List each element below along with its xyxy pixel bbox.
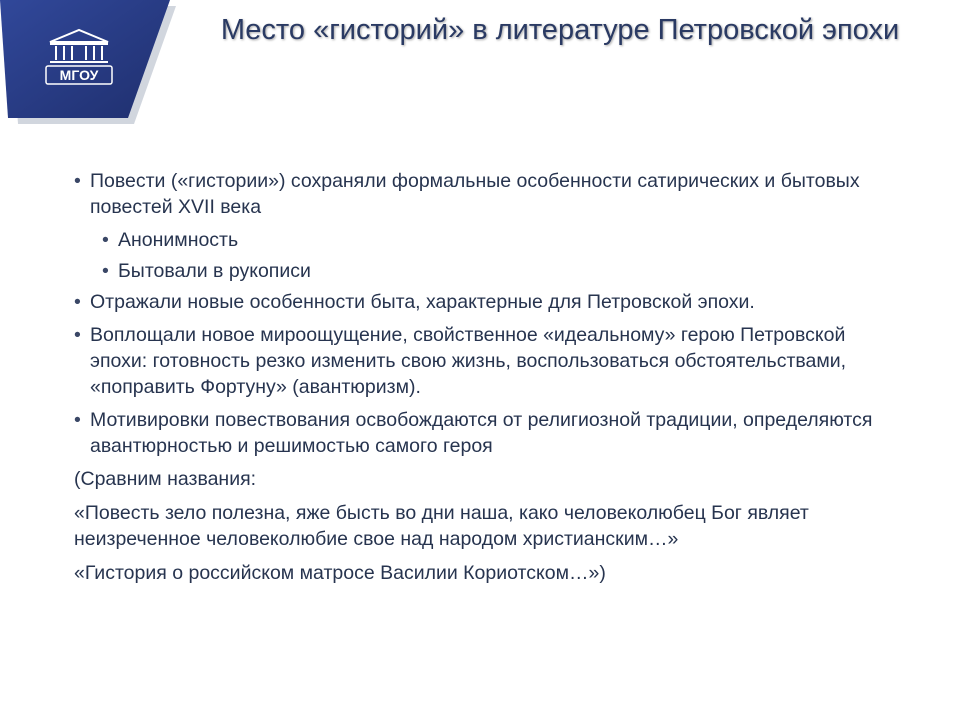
sub-bullet-item: • Бытовали в рукописи xyxy=(102,258,894,284)
slide-body xyxy=(74,168,894,594)
bullet-item: • Повести («гистории») сохраняли формальные особенности сатирических и бытовых повестей XVII века xyxy=(74,168,894,220)
page-title: Место «гисторий» в литературе Петровской эпохи xyxy=(220,14,900,46)
bullet-item: • Отражали новые особенности быта, характерные для Петровской эпохи. xyxy=(74,289,894,315)
bullet-item: • Воплощали новое мироощущение, свойственное «идеальному» герою Петровской эпохи: готовность резко изменить свою жизнь, воспользоваться обстоятельствами, «поправить Фортуну» (авантюризм). xyxy=(74,322,894,400)
bullet-item: • Мотивировки повествования освобождаются от религиозной традиции, определяются авантюрностью и решимостью самого героя xyxy=(74,407,894,459)
note-line: (Сравним названия: xyxy=(74,468,257,490)
note-line: «Повесть зело полезна, яже бысть во дни наша, како человеколюбец Бог являет неизреченное человеколюбие свое над народом христианским…» xyxy=(74,502,809,550)
university-logo xyxy=(0,0,200,140)
sub-bullet-item: • Анонимность xyxy=(102,227,894,253)
logo-text: МГОУ xyxy=(59,67,99,83)
note-line: «Гистория о российском матросе Василии Кориотском…») xyxy=(74,562,606,584)
